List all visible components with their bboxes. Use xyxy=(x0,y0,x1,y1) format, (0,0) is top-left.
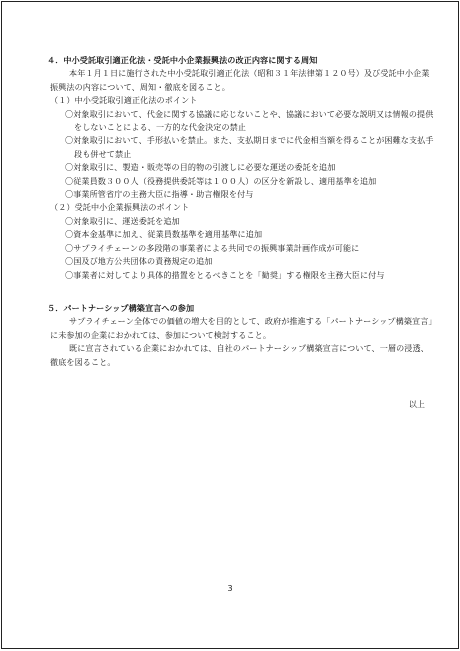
section-5-paragraph-2: 既に宣言されている企業におかれては、自社のパートナーシップ構築宣言について、一層の浸透、徹底を図ること。 xyxy=(50,343,429,367)
closing-mark: 以上 xyxy=(408,399,425,409)
section-4-heading: ４．中小受託取引適正化法・受託中小企業振興法の改正内容に関する周知 xyxy=(47,55,318,65)
document-page xyxy=(1,1,459,649)
subsection-1-title: （１）中小受託取引適正化法のポイント xyxy=(50,95,198,106)
list-item: 〇国及び地方公共団体の責務規定の追加 xyxy=(65,256,213,267)
list-item: 〇事業者に対してより具体的措置をとるべきことを「勧奨」する権限を主務大臣に付与 xyxy=(65,269,385,280)
section-4-intro: 本年１月１日に施行された中小受託取引適正化法（昭和３１年法律第１２０号）及び受託中小企業振興法の内容について、周知・徹底を図ること。 xyxy=(50,68,430,92)
list-item: 〇サプライチェーンの多段階の事業者による共同での振興事業計画作成が可能に xyxy=(65,242,360,253)
subsection-2-title: （２）受託中小企業振興法のポイント xyxy=(50,202,190,213)
document-body xyxy=(42,54,434,369)
list-item: 〇事業所管省庁の主務大臣に指導・助言権限を付与 xyxy=(65,189,254,200)
list-item: 〇資本金基準に加え、従業員数基準を適用基準に追加 xyxy=(65,229,263,240)
list-item: 〇対象取引に、運送委託を追加 xyxy=(65,215,180,226)
section-spacer xyxy=(42,282,434,302)
list-item: 〇対象取引において、代金に関する協議に応じないことや、協議において必要な説明又は情報の提供をしないことによる、一方的な代金決定の禁止 xyxy=(65,108,434,133)
list-item: 〇対象取引に、製造・販売等の目的物の引渡しに必要な運送の委託を追加 xyxy=(65,162,336,173)
section-5-paragraph-1: サプライチェーン全体での価値の増大を目的として、政府が推進する「パートナーシップ構築宣言」に未参加の企業におかれては、参加について検討すること。 xyxy=(50,316,433,340)
list-item: 〇従業員数３００人（役務提供委託等は１００人）の区分を新設し、適用基準を追加 xyxy=(65,175,377,186)
section-5-heading: ５．パートナーシップ構築宣言への参加 xyxy=(47,302,195,313)
list-item: 〇対象取引において、手形払いを禁止。また、支払期日までに代金相当額を得ることが困難な支払手段も併せて禁止 xyxy=(65,135,434,159)
page-number: 3 xyxy=(227,584,233,593)
